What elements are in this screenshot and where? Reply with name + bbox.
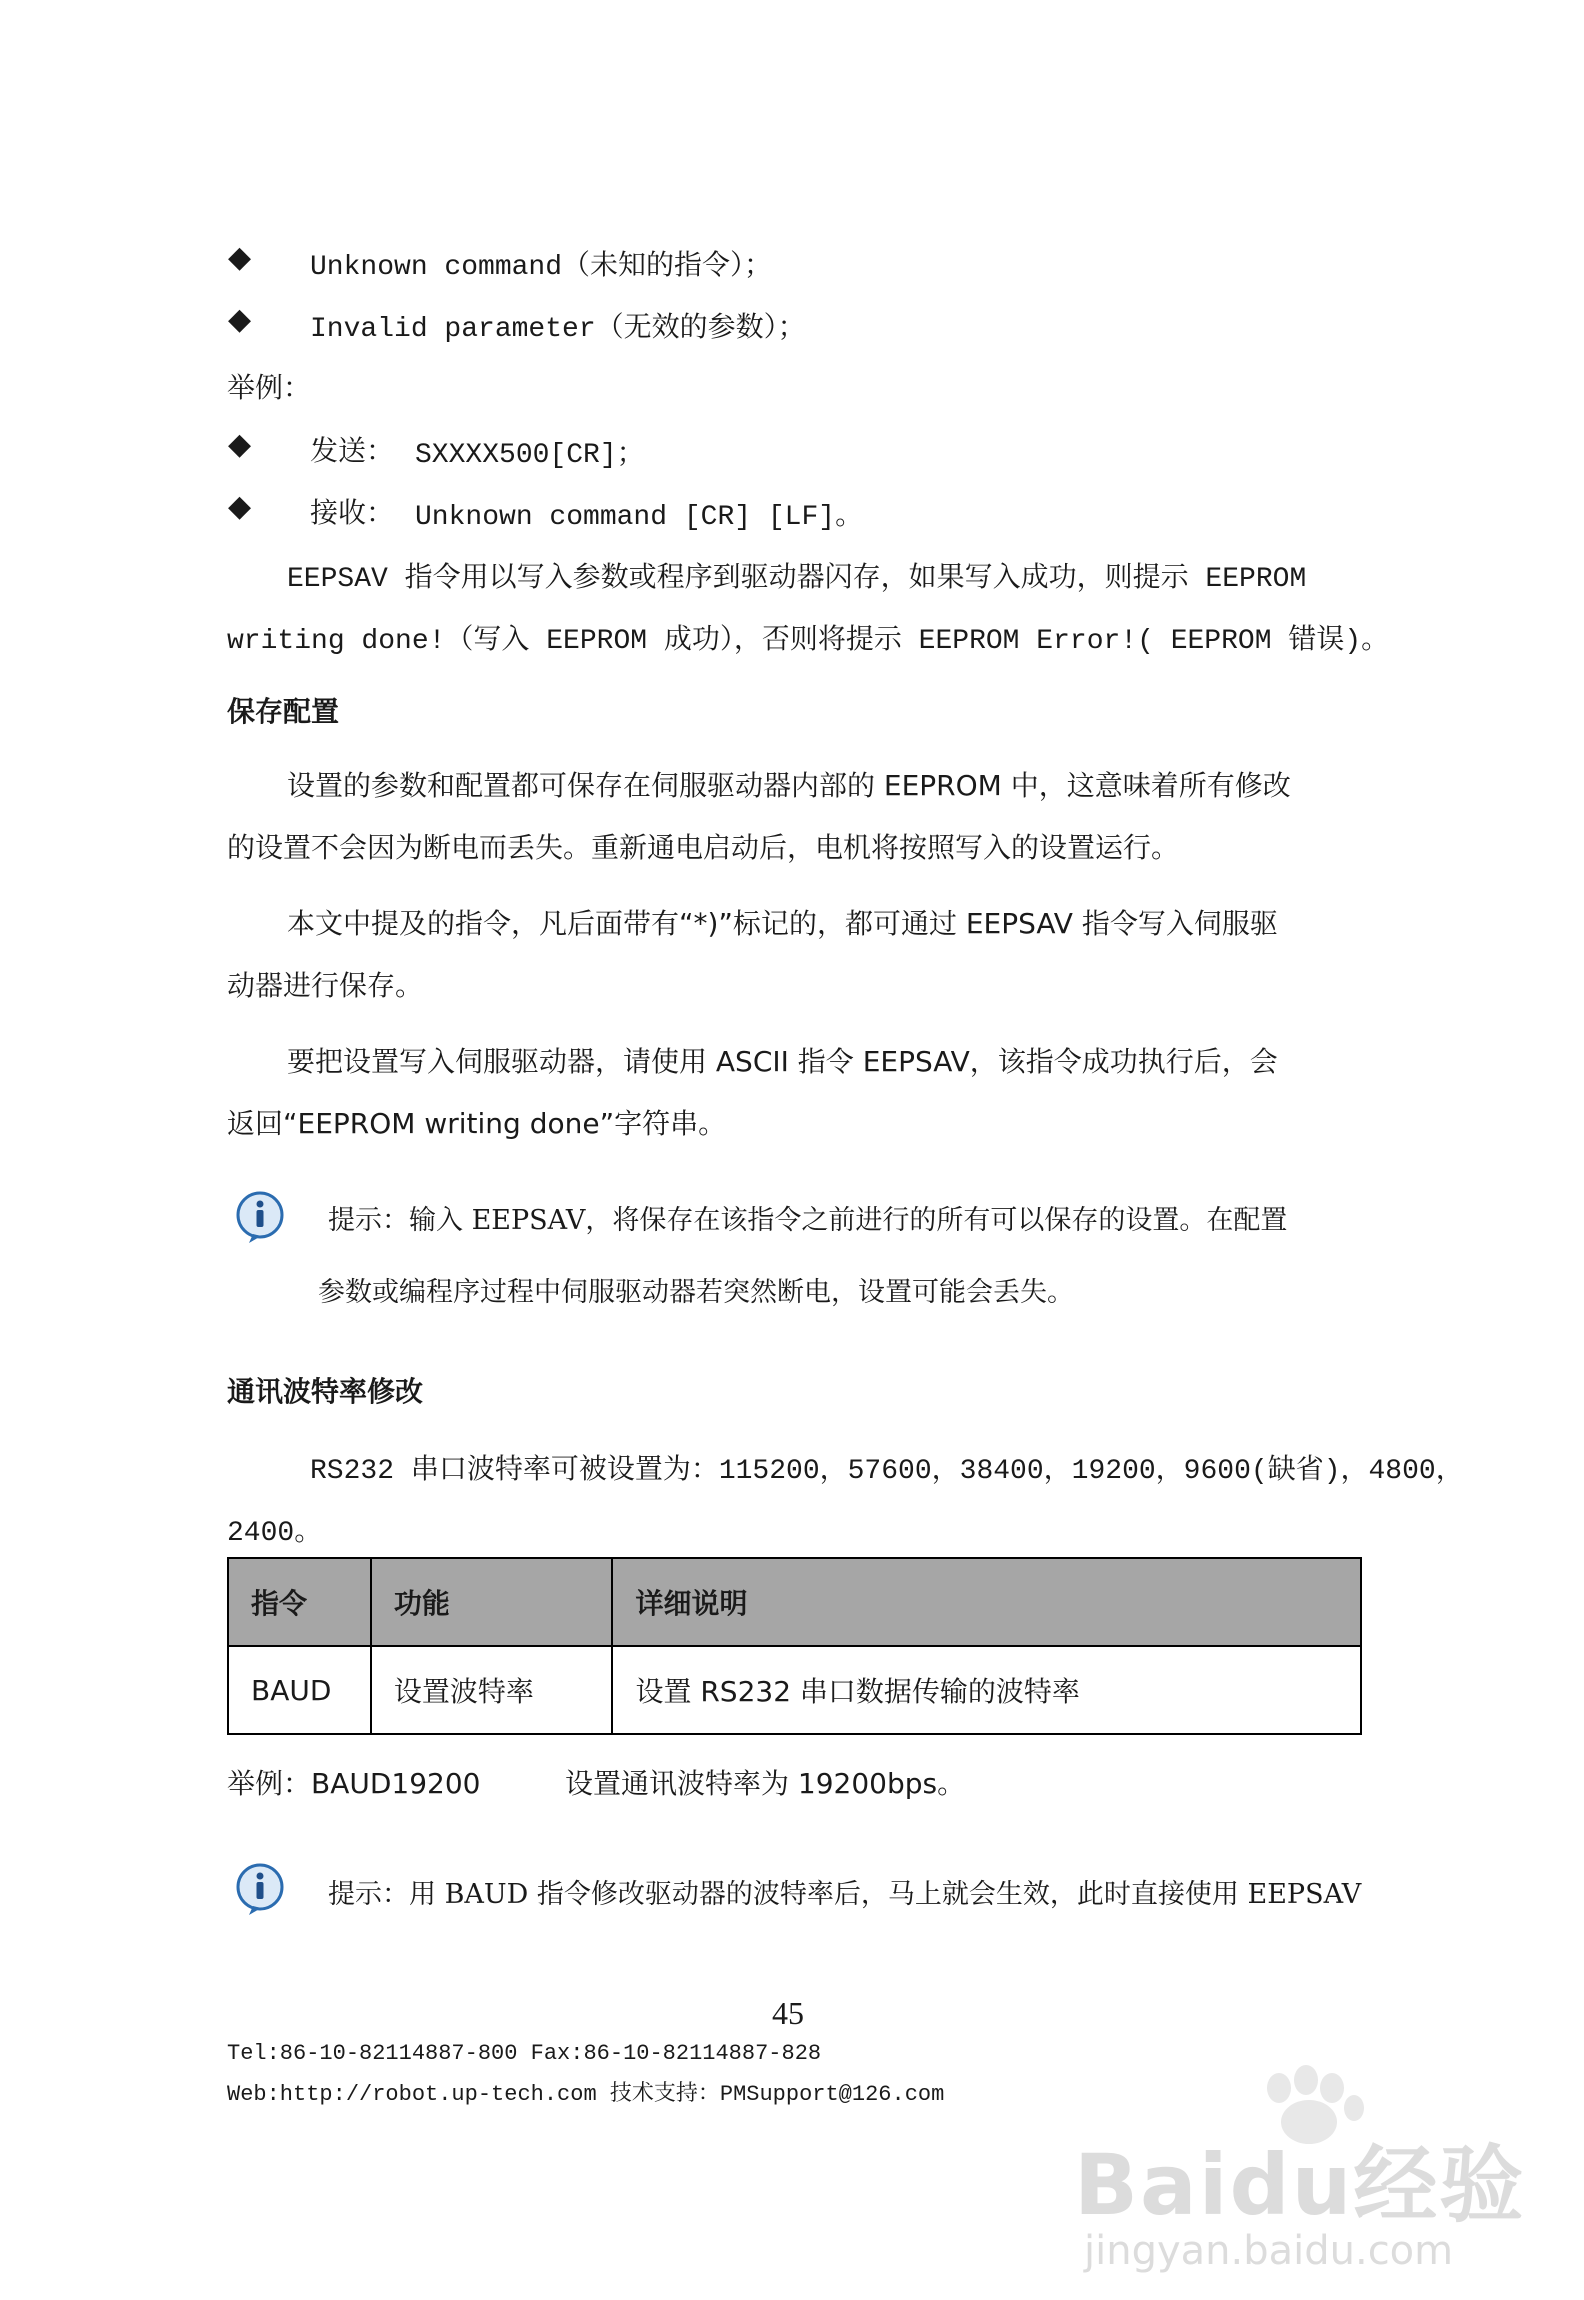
bullet-text: SXXXX500[CR]； (415, 440, 645, 471)
page-number: 45 (772, 1995, 804, 2031)
table-header-cell: 指令 (228, 1558, 371, 1646)
example-label: 举例： (227, 371, 312, 404)
save-paragraph-3-line1: 要把设置写入伺服驱动器，请使用 ASCII 指令 EEPSAV，该指令成功执行后，会 (287, 1045, 1278, 1078)
eepsav-paragraph-line1: EEPSAV 指令用以写入参数或程序到驱动器闪存，如果写入成功，则提示 EEPROM (287, 564, 1307, 595)
bullet-label: 接收： (310, 496, 395, 529)
table-header-cell: 详细说明 (612, 1558, 1361, 1646)
bullet-label: 发送： (310, 434, 395, 467)
watermark-url: jingyan.baidu.com (1084, 2228, 1454, 2274)
command-table (227, 1557, 1362, 1735)
bullet-text: Invalid parameter（无效的参数）； (310, 314, 806, 345)
footer-web: Web:http://robot.up-tech.com 技术支持：PMSupport@126.com (227, 2082, 945, 2107)
save-paragraph-3-line2: 返回“EEPROM writing done”字符串。 (227, 1107, 727, 1140)
watermark-brand: Baidu经验 (1074, 2136, 1526, 2234)
footer-tel: Tel:86-10-82114887-800 Fax:86-10-82114887-828 (227, 2041, 822, 2066)
eepsav-paragraph-line2: writing done!（写入 EEPROM 成功），否则将提示 EEPROM Error!( EEPROM 错误)。 (227, 626, 1390, 657)
save-paragraph-2-line1: 本文中提及的指令，凡后面带有“*)”标记的，都可通过 EEPSAV 指令写入伺服驱 (287, 907, 1278, 940)
diamond-bullet-icon: ◆ (228, 240, 252, 275)
diamond-bullet-icon: ◆ (228, 427, 252, 462)
baud-paragraph-line1: RS232 串口波特率可被设置为：115200，57600，38400，19200，9600(缺省)，4800， (310, 1456, 1464, 1487)
table-cell: BAUD (228, 1646, 371, 1734)
section-title-save-config: 保存配置 (227, 695, 340, 728)
section-title-baud: 通讯波特率修改 (227, 1375, 424, 1408)
tip1-line1: 提示：输入 EEPSAV，将保存在该指令之前进行的所有可以保存的设置。在配置 (328, 1205, 1288, 1236)
baidu-jingyan-watermark (1074, 2060, 1544, 2280)
save-paragraph-2-line2: 动器进行保存。 (227, 969, 424, 1002)
baud-example-label: 举例：BAUD19200 (227, 1767, 481, 1800)
info-icon (233, 1190, 287, 1244)
baud-paragraph-line2: 2400。 (227, 1518, 323, 1549)
info-icon (233, 1862, 287, 1916)
save-paragraph-1-line1: 设置的参数和配置都可保存在伺服驱动器内部的 EEPROM 中，这意味着所有修改 (287, 769, 1291, 802)
bullet-text: Unknown command [CR] [LF]。 (415, 502, 864, 533)
table-cell: 设置波特率 (371, 1646, 613, 1734)
save-paragraph-1-line2: 的设置不会因为断电而丢失。重新通电启动后，电机将按照写入的设置运行。 (227, 831, 1180, 864)
tip2-line1: 提示：用 BAUD 指令修改驱动器的波特率后，马上就会生效，此时直接使用 EEPSAV (328, 1879, 1362, 1910)
diamond-bullet-icon: ◆ (228, 302, 252, 337)
table-cell: 设置 RS232 串口数据传输的波特率 (612, 1646, 1361, 1734)
tip1-line2: 参数或编程序过程中伺服驱动器若突然断电，设置可能会丢失。 (318, 1277, 1074, 1308)
table-header-cell: 功能 (371, 1558, 613, 1646)
table-header-row (228, 1558, 1361, 1646)
table-row (228, 1646, 1361, 1734)
bullet-text: Unknown command（未知的指令）； (310, 252, 773, 283)
diamond-bullet-icon: ◆ (228, 489, 252, 524)
baud-example-text: 设置通讯波特率为 19200bps。 (565, 1767, 966, 1800)
